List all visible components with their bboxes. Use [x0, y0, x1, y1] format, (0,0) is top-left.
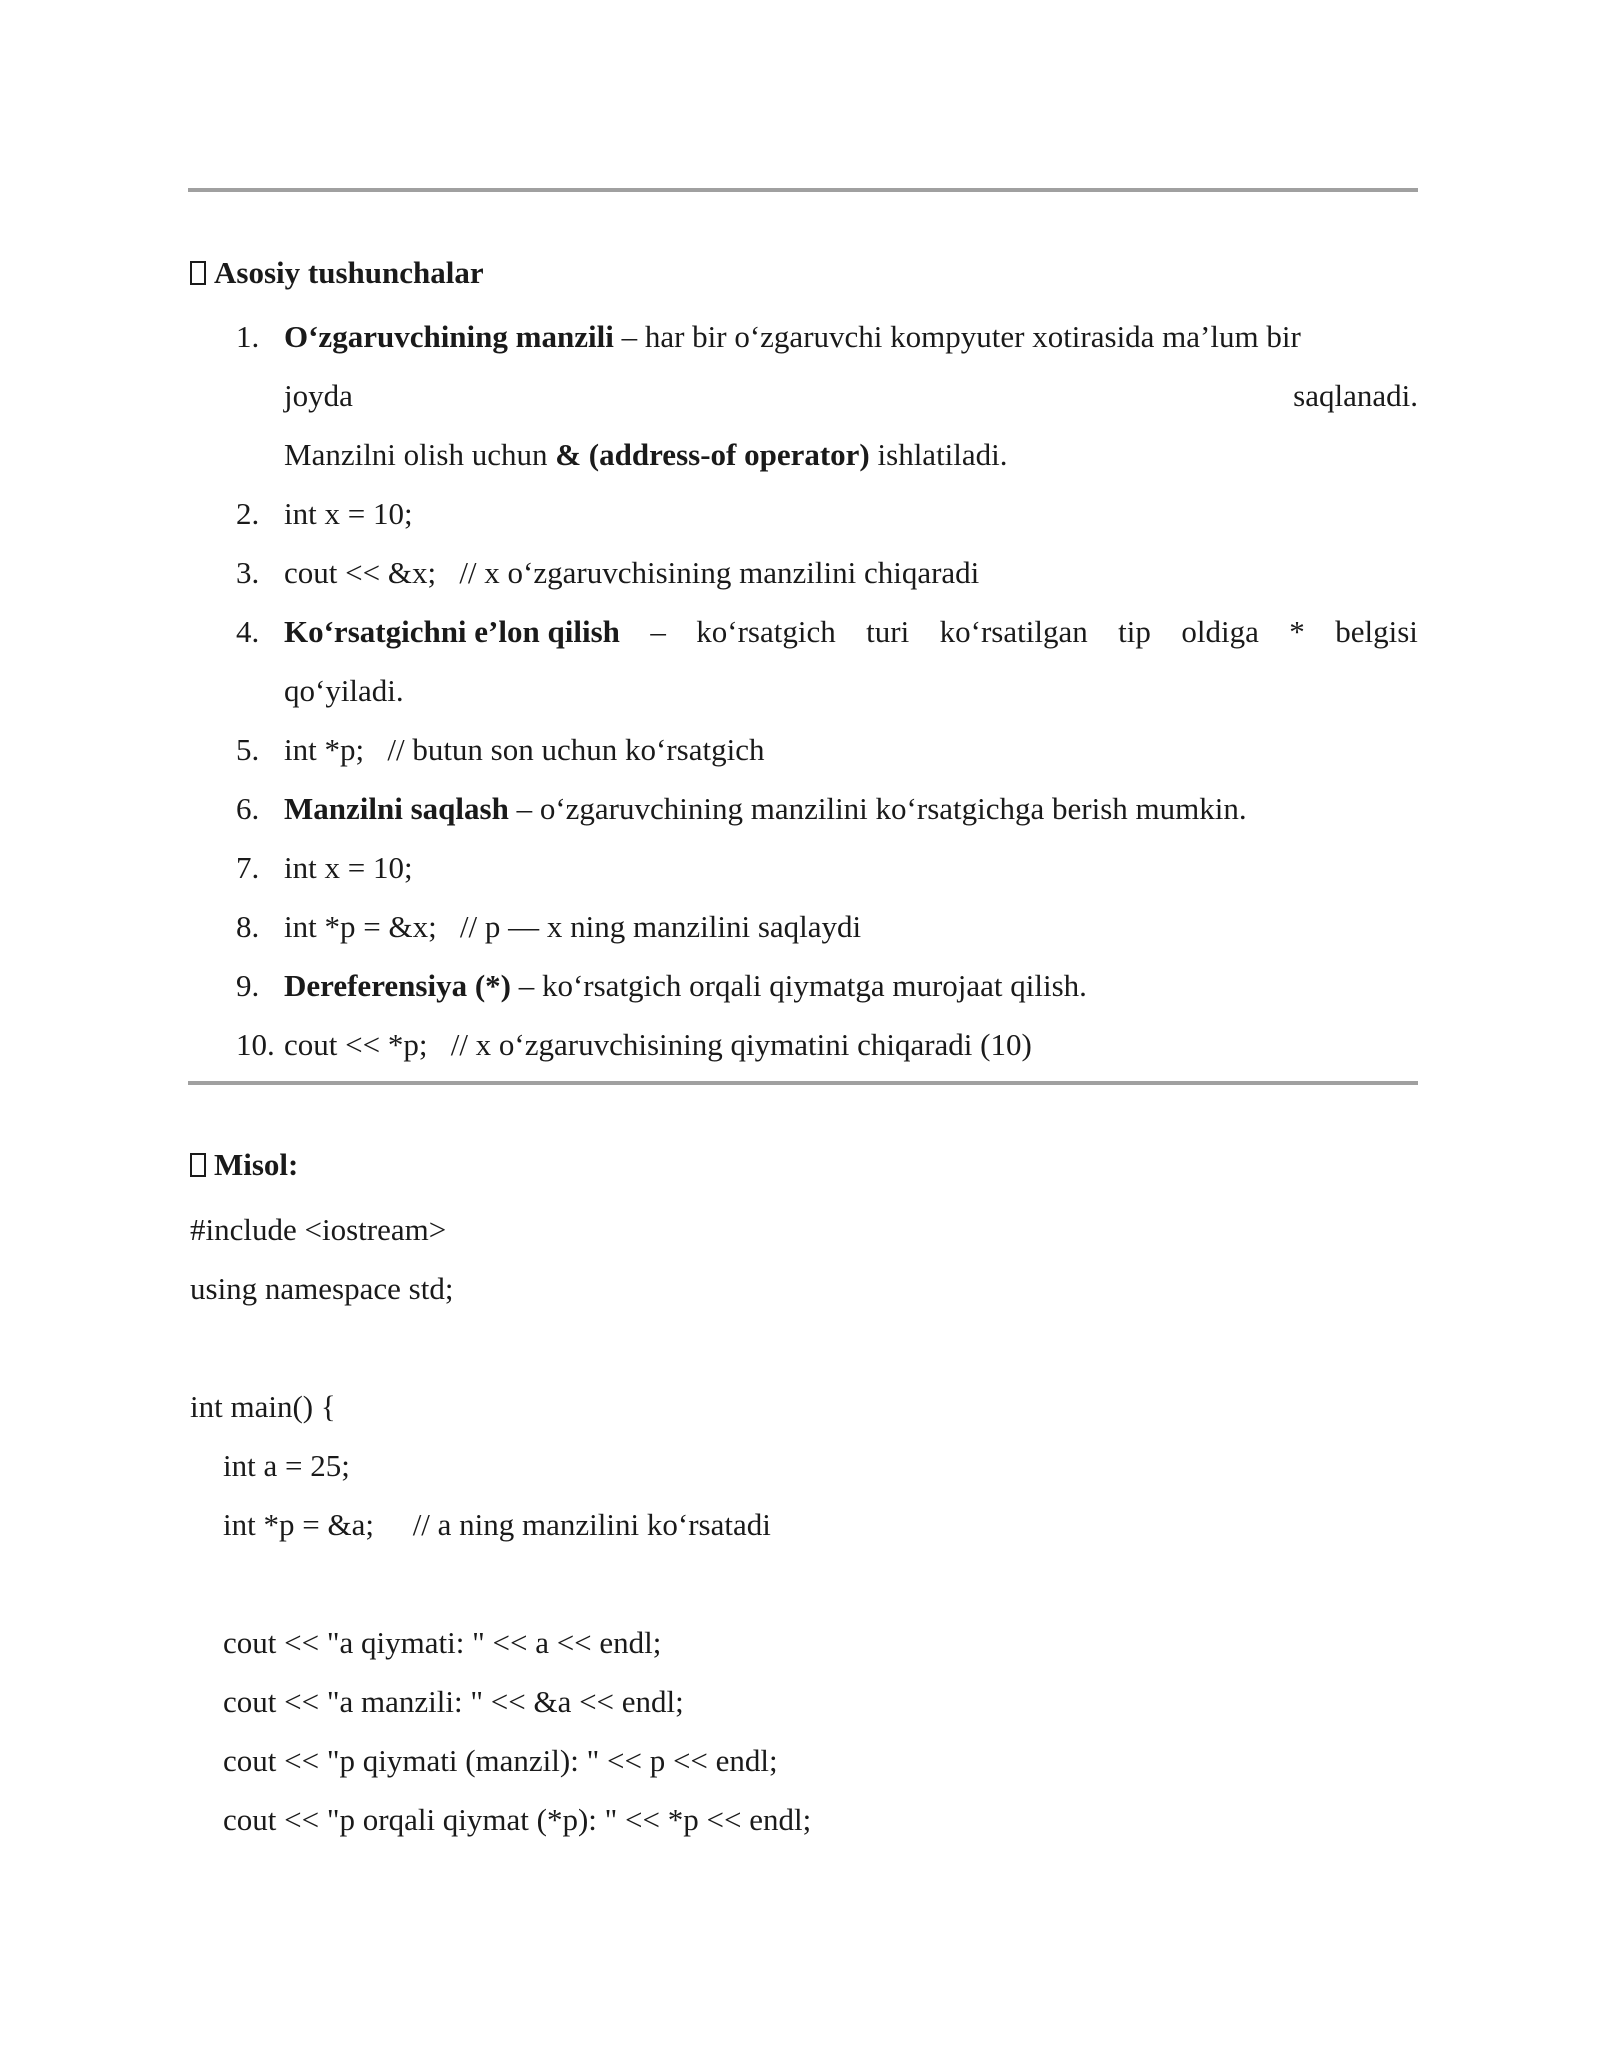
item-line	[284, 789, 1418, 848]
list-number: 8.	[236, 909, 260, 944]
list-number: 7.	[236, 850, 260, 885]
word: tip	[1118, 614, 1151, 649]
word: *	[1289, 614, 1305, 649]
list-number: 9.	[236, 968, 260, 1003]
code-line: cout << "p qiymati (manzil): " << p << endl;	[223, 1743, 778, 1778]
code-line: #include <iostream>	[190, 1212, 447, 1247]
description: – ko‘rsatgich orqali qiymatga murojaat qilish.	[510, 968, 1087, 1003]
item-text: int *p; // butun son uchun ko‘rsatgich	[284, 732, 765, 767]
missing-glyph-icon	[190, 261, 206, 285]
list-number: 4.	[236, 614, 260, 649]
word: saqlanadi.	[1293, 378, 1418, 413]
word: –	[650, 614, 666, 649]
description: – o‘zgaruvchining manzilini ko‘rsatgichga berish mumkin.	[508, 791, 1247, 826]
word: ko‘rsatilgan	[939, 614, 1088, 649]
item-line	[284, 435, 1418, 494]
list-number: 2.	[236, 496, 260, 531]
operator-term: & (address-of operator)	[555, 437, 870, 472]
word: ko‘rsatgich	[696, 614, 836, 649]
item-line	[284, 317, 1418, 376]
description: – har bir o‘zgaruvchi kompyuter xotirasida ma’lum bir	[613, 319, 1301, 354]
item-line	[284, 966, 1418, 1025]
list-number: 10.	[236, 1027, 275, 1062]
item-text: int x = 10;	[284, 850, 413, 885]
item-text: int x = 10;	[284, 496, 413, 531]
code-line: cout << "a manzili: " << &a << endl;	[223, 1684, 684, 1719]
code-line: using namespace std;	[190, 1271, 454, 1306]
item-text: int *p = &x; // p — x ning manzilini saqlaydi	[284, 909, 862, 944]
text: Manzilni olish uchun	[284, 437, 556, 472]
list-number: 5.	[236, 732, 260, 767]
term: O‘zgaruvchining manzili	[284, 319, 614, 354]
word: joyda	[284, 378, 353, 413]
list-number: 3.	[236, 555, 260, 590]
text: ishlatiladi.	[869, 437, 1008, 472]
word: belgisi	[1335, 614, 1418, 649]
missing-glyph-icon	[190, 1153, 206, 1177]
section-heading: Misol:	[190, 1145, 298, 1185]
list-number: 6.	[236, 791, 260, 826]
code-line: int a = 25;	[223, 1448, 350, 1483]
code-line: int main() {	[190, 1389, 336, 1424]
term: Ko‘rsatgichni e’lon qilish	[284, 614, 620, 649]
item-line: qo‘yiladi.	[284, 673, 404, 708]
code-line: cout << "p orqali qiymat (*p): " << *p << endl;	[223, 1802, 812, 1837]
horizontal-rule	[188, 188, 1418, 192]
horizontal-rule	[188, 1081, 1418, 1085]
section-heading: Asosiy tushunchalar	[190, 253, 484, 293]
code-line: int *p = &a; // a ning manzilini ko‘rsatadi	[223, 1507, 771, 1542]
item-line	[284, 612, 1418, 671]
word: turi	[866, 614, 910, 649]
code-line: cout << "a qiymati: " << a << endl;	[223, 1625, 662, 1660]
item-text: cout << &x; // x o‘zgaruvchisining manzilini chiqaradi	[284, 555, 980, 590]
item-line	[284, 376, 1418, 435]
list-number: 1.	[236, 319, 260, 354]
item-text: cout << *p; // x o‘zgaruvchisining qiymatini chiqaradi (10)	[284, 1027, 1032, 1062]
term: Manzilni saqlash	[284, 791, 509, 826]
term: Dereferensiya (*)	[284, 968, 511, 1003]
word: oldiga	[1181, 614, 1259, 649]
